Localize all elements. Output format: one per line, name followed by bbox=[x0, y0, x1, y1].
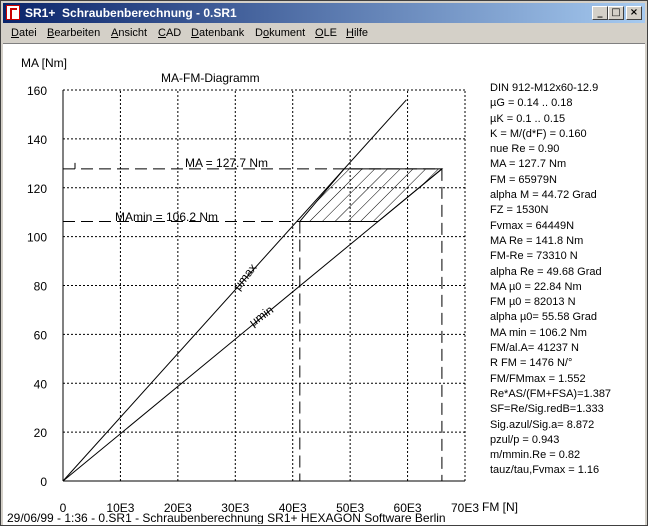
y-tick-label: 40 bbox=[33, 377, 47, 392]
x-tick-label: 70E3 bbox=[450, 501, 480, 515]
menu-ansicht[interactable]: Ansicht bbox=[111, 27, 148, 39]
result-line: Fvmax = 64449N bbox=[490, 219, 575, 232]
menu-datei[interactable]: Datei bbox=[11, 27, 37, 39]
y-tick-label: 120 bbox=[26, 181, 47, 196]
result-line: FM-Re = 73310 N bbox=[490, 250, 578, 263]
ma-line-label: MA = 127.7 Nm bbox=[185, 156, 269, 170]
y-tick-label: 20 bbox=[33, 426, 47, 441]
result-line: alpha µ0= 55.58 Grad bbox=[490, 311, 597, 324]
y-tick-label: 60 bbox=[33, 328, 47, 343]
result-line: FM/FMmax = 1.552 bbox=[490, 372, 586, 385]
result-line: m/mmin.Re = 0.82 bbox=[490, 449, 581, 462]
app-logo-icon[interactable] bbox=[6, 5, 20, 20]
chart-title: MA-FM-Diagramm bbox=[161, 71, 260, 85]
result-line: nue Re = 0.90 bbox=[490, 143, 560, 156]
result-line: Re*AS/(FM+FSA)=1.387 bbox=[490, 387, 612, 400]
y-tick-label: 140 bbox=[26, 132, 47, 147]
result-line: MA min = 106.2 Nm bbox=[490, 326, 587, 339]
y-axis-label: MA [Nm] bbox=[21, 56, 68, 70]
result-line: µG = 0.14 .. 0.18 bbox=[490, 97, 573, 110]
y-tick-label: 160 bbox=[26, 84, 47, 98]
result-line: pzul/p = 0.943 bbox=[490, 433, 560, 446]
minimize-button[interactable]: _ bbox=[592, 6, 608, 20]
title-bar[interactable] bbox=[3, 3, 645, 23]
mu-max-label: μmax bbox=[230, 260, 260, 293]
result-line: µK = 0.1 .. 0.15 bbox=[490, 112, 566, 125]
menu-dokument[interactable]: Dokument bbox=[255, 27, 306, 39]
result-line: Sig.azul/Sig.a= 8.872 bbox=[490, 418, 595, 431]
mamin-line-label: MAmin = 106.2 Nm bbox=[115, 210, 219, 224]
result-line: alpha M = 44.72 Grad bbox=[490, 189, 597, 202]
result-line: FM µ0 = 82013 N bbox=[490, 296, 576, 309]
result-line: MA µ0 = 22.84 Nm bbox=[490, 280, 582, 293]
result-line: R FM = 1476 N/° bbox=[490, 357, 573, 370]
x-tick-label: 20E3 bbox=[163, 501, 192, 515]
menu-ole[interactable]: OLE bbox=[315, 27, 338, 39]
mu-min-label: μmin bbox=[246, 302, 277, 330]
x-tick-label: 50E3 bbox=[336, 501, 365, 515]
x-tick-label: 10E3 bbox=[106, 501, 135, 515]
results-panel bbox=[490, 81, 640, 479]
y-tick-label: 0 bbox=[40, 475, 47, 489]
footer-note: 29/06/99 - 1:36 - 0.SR1 - Schraubenberechnung SR1+ HEXAGON Software Berlin bbox=[7, 511, 446, 524]
menu-datenbank[interactable]: Datenbank bbox=[191, 27, 245, 39]
x-axis-label: FM [N] bbox=[482, 500, 518, 514]
result-line: MA = 127.7 Nm bbox=[490, 158, 567, 171]
y-tick-label: 100 bbox=[26, 230, 47, 245]
x-tick-label: 0 bbox=[59, 501, 67, 515]
result-line: FZ = 1530N bbox=[490, 204, 549, 217]
result-line: MA Re = 141.8 Nm bbox=[490, 234, 584, 247]
menu-cad[interactable]: CAD bbox=[158, 27, 182, 39]
result-line: DIN 912-M12x60-12.9 bbox=[490, 82, 599, 94]
x-tick-label: 60E3 bbox=[393, 501, 422, 515]
result-line: FM/al.A= 41237 N bbox=[490, 342, 579, 355]
diagram-area bbox=[3, 43, 645, 525]
result-line: FM = 65979N bbox=[490, 173, 557, 186]
result-line: K = M/(d*F) = 0.160 bbox=[490, 127, 587, 140]
menu-bar bbox=[3, 24, 645, 42]
hatched-tolerance-region bbox=[300, 169, 442, 222]
menu-hilfe[interactable]: Hilfe bbox=[346, 27, 369, 39]
close-button[interactable]: × bbox=[626, 6, 642, 20]
result-line: tauz/tau,Fvmax = 1.16 bbox=[490, 464, 600, 477]
window-title: SR1+ Schraubenberechnung - 0.SR1 bbox=[25, 6, 237, 20]
menu-bearbeiten[interactable]: Bearbeiten bbox=[47, 27, 101, 39]
result-line: SF=Re/Sig.redB=1.333 bbox=[490, 403, 604, 416]
x-tick-label: 30E3 bbox=[221, 501, 250, 515]
maximize-button[interactable]: □ bbox=[608, 6, 624, 20]
y-tick-label: 80 bbox=[33, 279, 47, 294]
x-tick-label: 40E3 bbox=[278, 501, 307, 515]
result-line: alpha Re = 49.68 Grad bbox=[490, 265, 602, 278]
